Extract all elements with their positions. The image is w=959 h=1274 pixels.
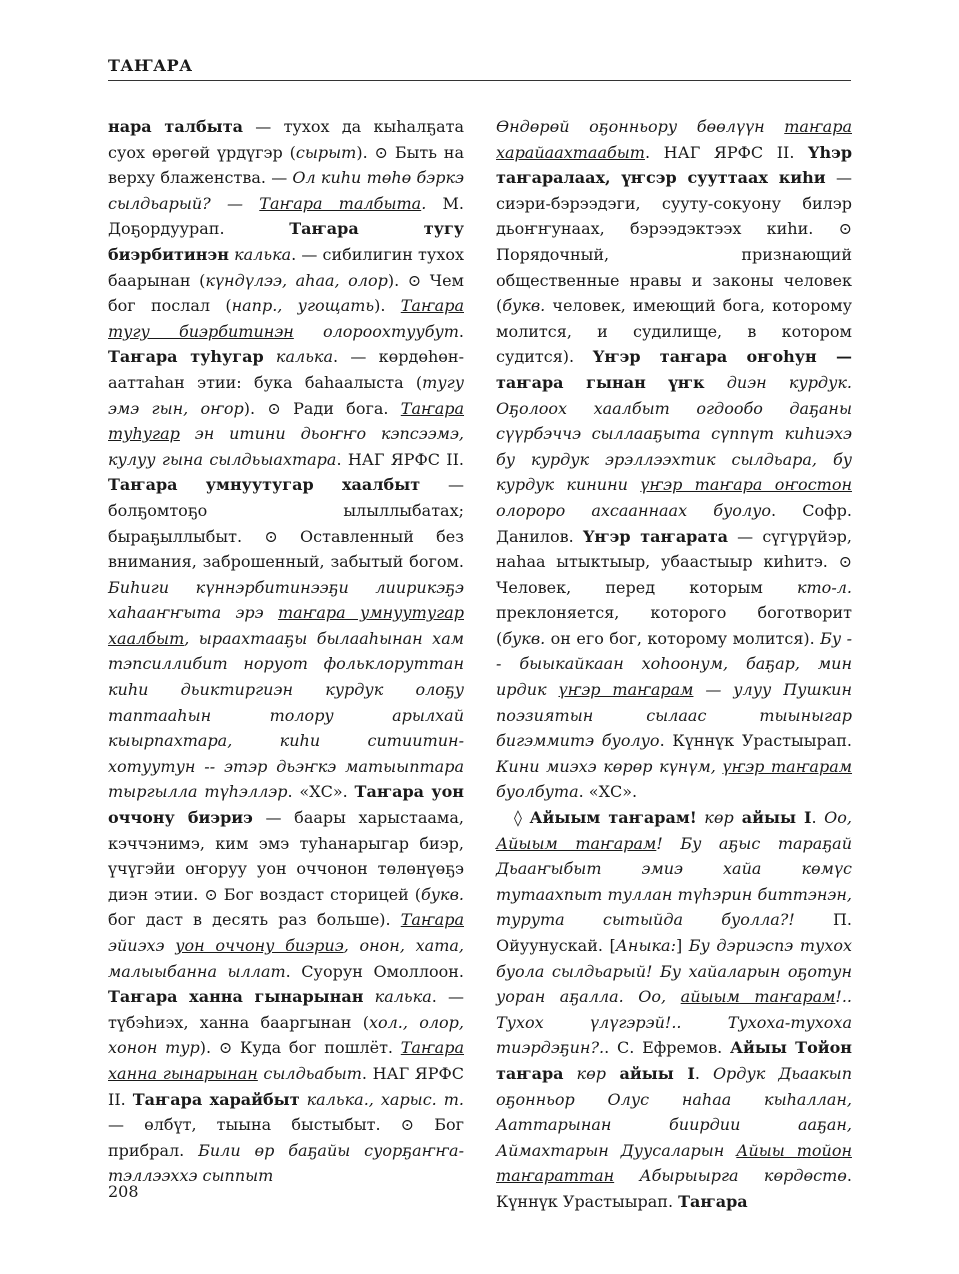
entry-text: көр xyxy=(696,808,734,828)
entry-text: — өлбүт, тыына быстыбыт. ⊙ Бог прибрал. xyxy=(108,1115,464,1160)
entry-text: . «ХС». xyxy=(287,782,355,802)
entry-text: сырыт xyxy=(295,142,357,162)
entry-text: . xyxy=(811,808,825,828)
running-head-title: ТАҤАРА xyxy=(108,56,193,75)
entry-text: . НАГ ЯРФС II. xyxy=(336,449,464,469)
entry-text: М. Доҕордуурап. xyxy=(108,193,465,239)
entry-text: бог даст в десять раз больше). xyxy=(108,910,401,930)
entry-text: . Суорун Омоллоон. xyxy=(285,961,464,981)
entry-text: , онон, хата, малыыбанна ыллат xyxy=(108,936,465,981)
headword: Таҥара умнуутугар хаалбыт xyxy=(108,475,421,495)
entry-text: . «ХС». xyxy=(578,782,638,802)
entry-text: . Күннүк Урастыырап. xyxy=(496,1166,852,1211)
entry-text: . — сибилигин тухох баарынан ( xyxy=(108,244,464,290)
entry-text: Оо, xyxy=(824,808,853,828)
entry-text: , ыраахтааҕы былааһынан хам тэпсиллибит норуот фольклоруттан киһи дьиктиргиэн курдук олоҕу таптааһын толору арылхай кыырпахтара, киһи ситиитин-хотуутун -- этэр дьэҥкэ матыыптара тыргылла түһэллэр xyxy=(108,628,464,802)
entry-text: . — көрдөһөн-ааттаһан этии: бука баһаалыста ( xyxy=(108,347,464,392)
entry-text: тугу эмэ гын, оҥор xyxy=(108,372,464,418)
entry-text: . xyxy=(421,193,443,213)
entry-text: олороохтуубут xyxy=(293,321,459,341)
example-term: Таҥара тугу биэрбитинэн xyxy=(108,296,464,341)
entry-text: букв. xyxy=(502,296,546,316)
entry-text: . — түбэһиэх, ханна бааргынан ( xyxy=(108,987,465,1032)
entry-text: . Күннүк Урастыырап. xyxy=(659,731,853,751)
entry-text: Өндөрөй оҕонньору бөөлүүн xyxy=(496,117,785,136)
entry-text: калька xyxy=(363,987,432,1007)
entry-text: он его бог, которому молится). xyxy=(545,628,821,648)
headword: айыы I xyxy=(605,1063,695,1083)
headword: Айыым таҥарам! xyxy=(529,808,697,828)
entry-text: калька xyxy=(228,244,292,264)
entry-text: ). ⊙ Чем бог послал ( xyxy=(108,270,464,316)
entry-text: эйиэхэ xyxy=(108,936,176,955)
headword: Үҥэр таҥарата xyxy=(582,526,729,546)
right-column xyxy=(496,114,852,1215)
entry-text: преклоняется, которого боготворит ( xyxy=(496,603,852,648)
example-term: Таҥара талбыта xyxy=(259,193,422,213)
headword: Таҥара тугу биэрбитинэн xyxy=(108,219,464,264)
example-term: Таҥара ханна гынарынан xyxy=(108,1038,464,1083)
entry-text: диэн курдук. Оҕолоох хаалбыт огдообо даҕаны сүүрбэччэ сыллааҕыта сүппүт киһиэхэ бу курдук эрэллээхтик сылдьара, бу курдук кинини xyxy=(496,372,852,495)
example-term: үҥэр таҥара оҥостон xyxy=(640,475,852,495)
headword: Таҥара ханна гынарынан xyxy=(108,987,364,1007)
headword: Айыы Тойон таҥара xyxy=(496,1038,852,1083)
entry-text: Биһиги күннэрбитинээҕи лиирикэҕэ хаһааҥҥыта эрэ xyxy=(108,577,464,623)
entry-text: . xyxy=(458,321,464,341)
headword: Үҥэр таҥара оҥоһун — таҥара гынан үҥк xyxy=(496,347,852,392)
entry-text: эн итини дьоҥҥо кэпсээмэ, кулуу гына сылдьыахтара xyxy=(108,424,464,469)
entry-text: Кини миэхэ көрөр күнүм, xyxy=(496,756,723,776)
entry-text: ). ⊙ Быть на верху блаженства. — xyxy=(108,142,464,188)
entry-text: — болҕомтоҕо ылыллыбатах; быраҕыллыбыт. ⊙ Оставленный без внимания, заброшенный, забытый богом. xyxy=(108,475,464,572)
example-term: айыым таҥарам xyxy=(680,987,836,1007)
example-term: Айыым таҥарам xyxy=(496,833,657,853)
left-column-text xyxy=(108,114,464,1189)
entry-text: — тухох да кыһалҕата суох өрөгөй үрдүгэр ( xyxy=(108,117,465,162)
entry-text: көр xyxy=(563,1063,606,1083)
header-rule xyxy=(108,80,851,81)
entry-text: Ол киһи төһө бэркэ сылдьарый? — xyxy=(108,168,464,213)
headword: Таҥара xyxy=(678,1191,748,1211)
entry-text: калька xyxy=(263,347,333,367)
example-term: Таҥара туһугар xyxy=(108,398,465,444)
entry-text: . НАГ ЯРФС II. xyxy=(644,142,809,162)
entry-text: ). ⊙ Ради бога. xyxy=(243,398,401,418)
headword: Таҥара харайбыт xyxy=(132,1089,300,1109)
example-term: үҥэр таҥарам xyxy=(558,680,694,700)
example-term: Таҥара xyxy=(400,910,464,930)
entry-text: сылдьабыт xyxy=(257,1063,362,1083)
right-column-text-paragraph xyxy=(496,805,852,1215)
headword: Таҥара туһугар xyxy=(108,347,264,367)
entry-text: . С. Ефремов. xyxy=(604,1038,730,1058)
headword: Үһэр таҥаралаах, үҥсэр сууттаах киһи xyxy=(496,142,852,188)
entry-text: — баары харыстаама, кэччэнимэ, ким эмэ туһанарыгар биэр, үчүгэйи оҥоруу уон оччонон төлөнүөҕэ диэн этии. ⊙ Бог воздаст сторицей ( xyxy=(108,808,464,904)
entry-text: ). ⊙ Куда бог пошлёт. xyxy=(199,1038,401,1058)
entry-text: человек, имеющий бога, которому молится, и судилище, в котором судится). xyxy=(496,296,852,367)
entry-text: Аныка: xyxy=(615,936,676,955)
entry-text: !.. Тухох үлүгэрэй!.. Тухоха-тухоха тиэрдэҕин?. xyxy=(496,987,853,1058)
example-term: үҥэр таҥарам xyxy=(722,756,853,776)
entry-text: калька., харыс. т. xyxy=(299,1089,465,1109)
entry-text: Били өр баҕайы суорҕаҥҥа-тэллээххэ сыппыт xyxy=(108,1140,464,1186)
headword: нара талбыта xyxy=(108,117,243,136)
page-header xyxy=(108,56,851,75)
entry-text: букв. xyxy=(502,628,546,648)
left-column xyxy=(108,114,464,1189)
example-term: Айыы тойон таҥараттан xyxy=(496,1140,852,1186)
entry-text: — сиэри-бэрээдэги, сууту-сокуону билэр дьоҥҥунаах, бэрээдэктээх киһи. ⊙ Порядочный, признающий общественные нравы и законы человек ( xyxy=(496,168,852,316)
entry-text: хол., олор, хонон тур xyxy=(108,1012,464,1058)
entry-text: ). xyxy=(374,296,401,316)
example-term: таҥара харайаахтаабыт xyxy=(496,117,852,162)
entry-text: П. Ойуунускай. [ xyxy=(496,910,852,955)
right-column-text xyxy=(496,114,852,805)
example-term: уон оччону биэриэ xyxy=(175,936,344,955)
entry-text: напр., угощать xyxy=(231,296,375,316)
entry-text: кто-л. xyxy=(796,577,852,597)
entry-text: олороро ахсааннаах буолуо xyxy=(496,500,772,520)
entry-text: букв. xyxy=(421,884,464,904)
headword: айыы I xyxy=(733,808,812,828)
entry-text: ! Бу аҕыс тараҕай Дьааҥыбыт эмиэ хайа көмүс тутаахпыт туллан түһэрин биттэнэн, турута сытыйда буолла?! xyxy=(496,833,853,930)
entry-text: ] xyxy=(675,936,689,955)
entry-text: буолбута xyxy=(496,782,579,802)
entry-text: күндүлээ, аһаа, олор xyxy=(205,270,388,290)
entry-text: Абырыырга көрдөстө xyxy=(614,1166,847,1186)
entry-text: . НАГ ЯРФС II. xyxy=(108,1063,464,1109)
entry-text: Ордук Дьаакып оҕонньор Олус наһаа кыһаллан, Ааттарынан биирдии ааҕан, Аймахтарын Дуусаларын xyxy=(496,1063,852,1160)
example-term: таҥара умнуутугар хаалбыт xyxy=(108,603,464,648)
headword: Таҥара уон оччону биэриэ xyxy=(108,782,464,828)
entry-text: Бу -- быыкайкаан хоһоонум, баҕар, мин ирдик xyxy=(496,628,852,700)
entry-text: Бу дэриэспэ тухох буола сылдьарый! Бу хайаларын оҕотун уоран аҕалла. Оо, xyxy=(496,936,852,1007)
entry-text: . Софр. Данилов. xyxy=(496,500,852,546)
entry-text: ◊ xyxy=(514,808,530,828)
entry-text: — улуу Пушкин поэзиятын сылаас тыыныгар бигэммитэ буолуо xyxy=(496,680,852,751)
entry-text: — сүгүрүйэр, наһаа ытыктыыр, убаастыыр киһитэ. ⊙ Человек, перед которым xyxy=(496,526,852,597)
entry-text: . xyxy=(694,1063,713,1083)
page-number: 208 xyxy=(108,1182,139,1201)
